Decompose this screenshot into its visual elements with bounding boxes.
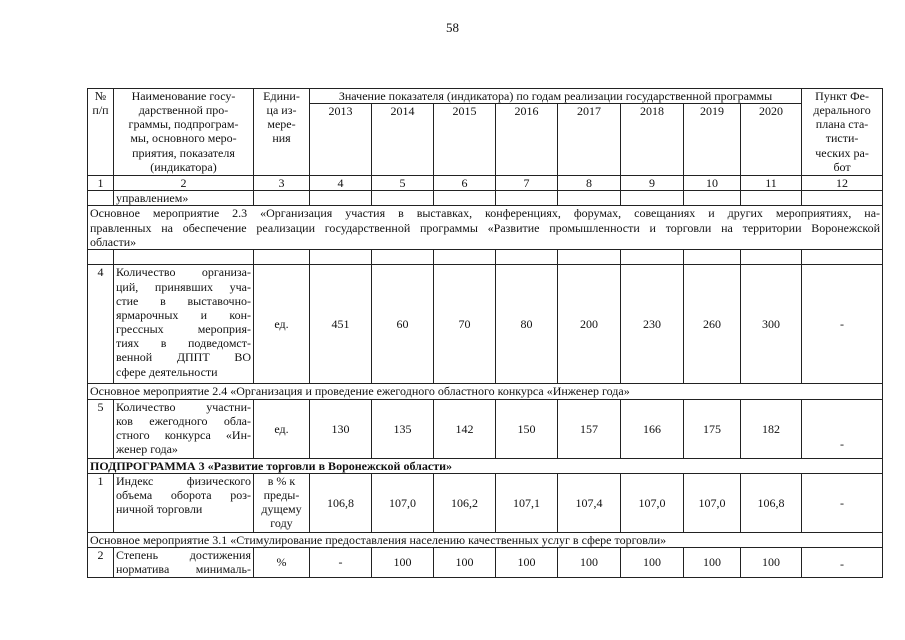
col-number: 12 — [802, 176, 883, 191]
header-num: № п/п — [88, 89, 114, 176]
value-cell: - — [310, 547, 372, 577]
row-num: 4 — [88, 265, 114, 384]
header-unit: Едини- ца из- мере- ния — [254, 89, 310, 176]
value-cell: 106,2 — [434, 473, 496, 532]
header-values-group: Значение показателя (индикатора) по годам реализации государственной программы — [310, 89, 802, 104]
header-year: 2020 — [741, 104, 802, 176]
row-name: Индекс физического объема оборота роз- ничной торговли — [114, 473, 254, 532]
header-year: 2014 — [372, 104, 434, 176]
header-year: 2019 — [684, 104, 741, 176]
plan-cell: - — [802, 265, 883, 384]
col-number: 4 — [310, 176, 372, 191]
value-cell: 100 — [621, 547, 684, 577]
plan-cell: - — [802, 473, 883, 532]
col-number: 9 — [621, 176, 684, 191]
value-cell: 166 — [621, 399, 684, 458]
value-cell: 100 — [558, 547, 621, 577]
header-year: 2018 — [621, 104, 684, 176]
measure-2-4-title: Основное мероприятие 2.4 «Организация и проведение ежегодного областного конкурса «Инженер года» — [88, 384, 883, 399]
value-cell: 107,0 — [684, 473, 741, 532]
value-cell: 230 — [621, 265, 684, 384]
value-cell: 106,8 — [310, 473, 372, 532]
row-name: Количество организа- ций, принявших уча- стие в выставочно- ярмарочных и кон- грессных мероприя- тиях в подведомст- венной ДППТ ВО сфере деятельности — [114, 265, 254, 384]
value-cell: 182 — [741, 399, 802, 458]
value-cell: 60 — [372, 265, 434, 384]
row-num: 1 — [88, 473, 114, 532]
col-number: 6 — [434, 176, 496, 191]
row-unit: ед. — [254, 399, 310, 458]
row-num: 5 — [88, 399, 114, 458]
header-year: 2017 — [558, 104, 621, 176]
value-cell: 100 — [496, 547, 558, 577]
measure-3-1-title: Основное мероприятие 3.1 «Стимулирование предоставления населению качественных услуг в сфере торговли» — [88, 532, 883, 547]
col-number: 2 — [114, 176, 254, 191]
col-number: 1 — [88, 176, 114, 191]
row-unit: ед. — [254, 265, 310, 384]
value-cell: 100 — [684, 547, 741, 577]
plan-cell: - — [802, 399, 883, 458]
row-unit: % — [254, 547, 310, 577]
table-row — [88, 399, 883, 458]
value-cell: 175 — [684, 399, 741, 458]
continuation-text: управлением» — [114, 191, 254, 206]
plan-cell: - — [802, 547, 883, 577]
page-number: 58 — [446, 20, 459, 35]
value-cell: 260 — [684, 265, 741, 384]
row-unit: в % к преды- дущему году — [254, 473, 310, 532]
value-cell: 106,8 — [741, 473, 802, 532]
table-row — [88, 265, 883, 384]
value-cell: 80 — [496, 265, 558, 384]
row-name: Количество участни- ков ежегодного обла- стного конкурса «Ин- женер года» — [114, 399, 254, 458]
row-num: 2 — [88, 547, 114, 577]
value-cell: 107,4 — [558, 473, 621, 532]
value-cell: 300 — [741, 265, 802, 384]
value-cell: 100 — [372, 547, 434, 577]
table-row — [88, 473, 883, 532]
value-cell: 70 — [434, 265, 496, 384]
header-year: 2015 — [434, 104, 496, 176]
col-number: 11 — [741, 176, 802, 191]
value-cell: 130 — [310, 399, 372, 458]
col-number: 5 — [372, 176, 434, 191]
header-year: 2016 — [496, 104, 558, 176]
col-number: 3 — [254, 176, 310, 191]
header-year: 2013 — [310, 104, 372, 176]
value-cell: 142 — [434, 399, 496, 458]
value-cell: 135 — [372, 399, 434, 458]
header-plan: Пункт Фе- дерального плана ста- тисти- ческих ра- бот — [802, 89, 883, 176]
value-cell: 150 — [496, 399, 558, 458]
value-cell: 451 — [310, 265, 372, 384]
value-cell: 107,1 — [496, 473, 558, 532]
value-cell: 157 — [558, 399, 621, 458]
col-number: 7 — [496, 176, 558, 191]
table-row — [88, 547, 883, 577]
col-number: 8 — [558, 176, 621, 191]
col-number: 10 — [684, 176, 741, 191]
header-name: Наименование госу- дарственной про- граммы, подпрограм- мы, основного меро- приятия, показателя (индикатора) — [114, 89, 254, 176]
value-cell: 200 — [558, 265, 621, 384]
measure-2-3-title: Основное мероприятие 2.3 «Организация участия в выставках, конференциях, форумах, совещаниях и других мероприятиях, на- правленных на обеспечение реализации государственной программы «Развитие промышленности и торговли на территории Воронежской области» — [88, 206, 883, 250]
indicator-table — [87, 88, 883, 578]
value-cell: 100 — [741, 547, 802, 577]
value-cell: 107,0 — [621, 473, 684, 532]
value-cell: 107,0 — [372, 473, 434, 532]
value-cell: 100 — [434, 547, 496, 577]
row-name: Степень достижения норматива минималь- — [114, 547, 254, 577]
subprogram-3-title: ПОДПРОГРАММА 3 «Развитие торговли в Воронежской области» — [88, 458, 883, 473]
